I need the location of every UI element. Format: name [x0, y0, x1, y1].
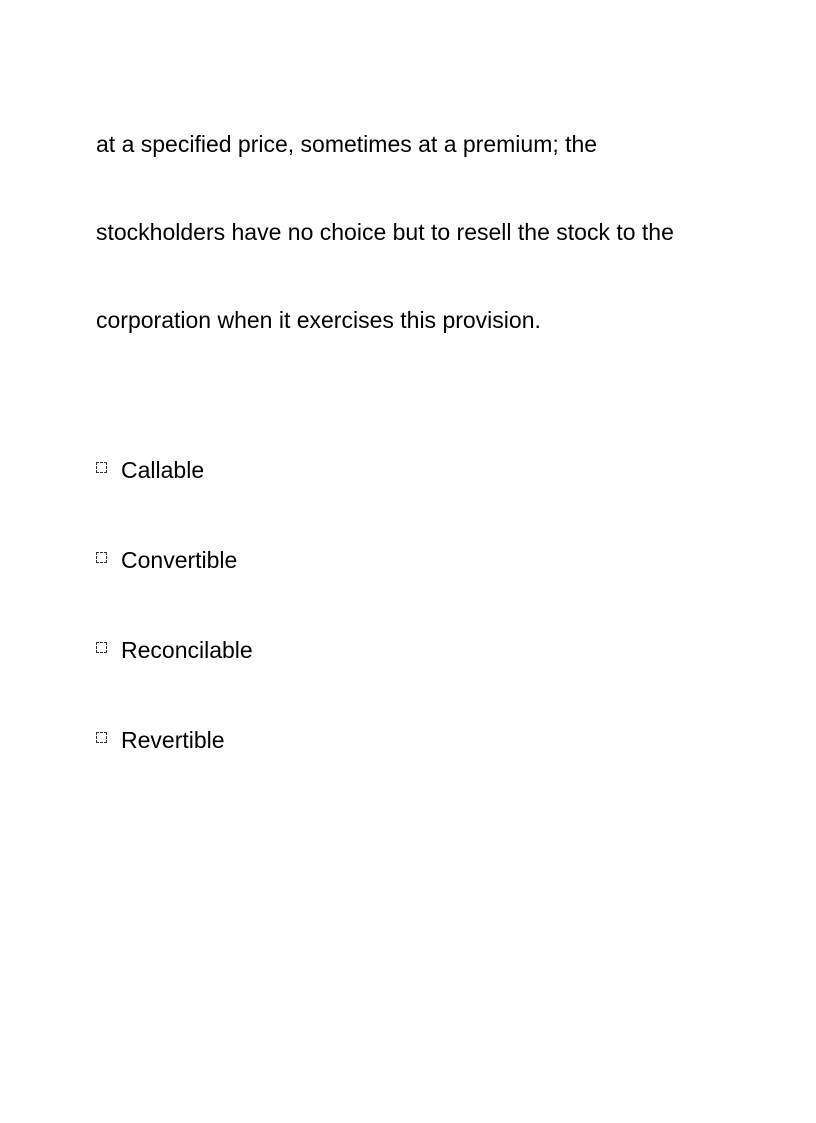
option-label: Revertible [121, 727, 225, 753]
option-label: Callable [121, 457, 205, 483]
checkbox-icon[interactable] [96, 462, 107, 473]
option-revertible[interactable] [96, 718, 253, 763]
option-convertible[interactable] [96, 538, 253, 583]
answer-options [96, 448, 253, 808]
question-text [96, 100, 776, 364]
question-line: stockholders have no choice but to resell the stock to the [96, 219, 674, 245]
question-line: at a specified price, sometimes at a premium; the [96, 131, 598, 157]
question-line: corporation when it exercises this provision. [96, 307, 541, 333]
option-label: Convertible [121, 547, 238, 573]
checkbox-icon[interactable] [96, 732, 107, 743]
checkbox-icon[interactable] [96, 552, 107, 563]
option-reconcilable[interactable] [96, 628, 253, 673]
option-callable[interactable] [96, 448, 253, 493]
checkbox-icon[interactable] [96, 642, 107, 653]
option-label: Reconcilable [121, 637, 253, 663]
